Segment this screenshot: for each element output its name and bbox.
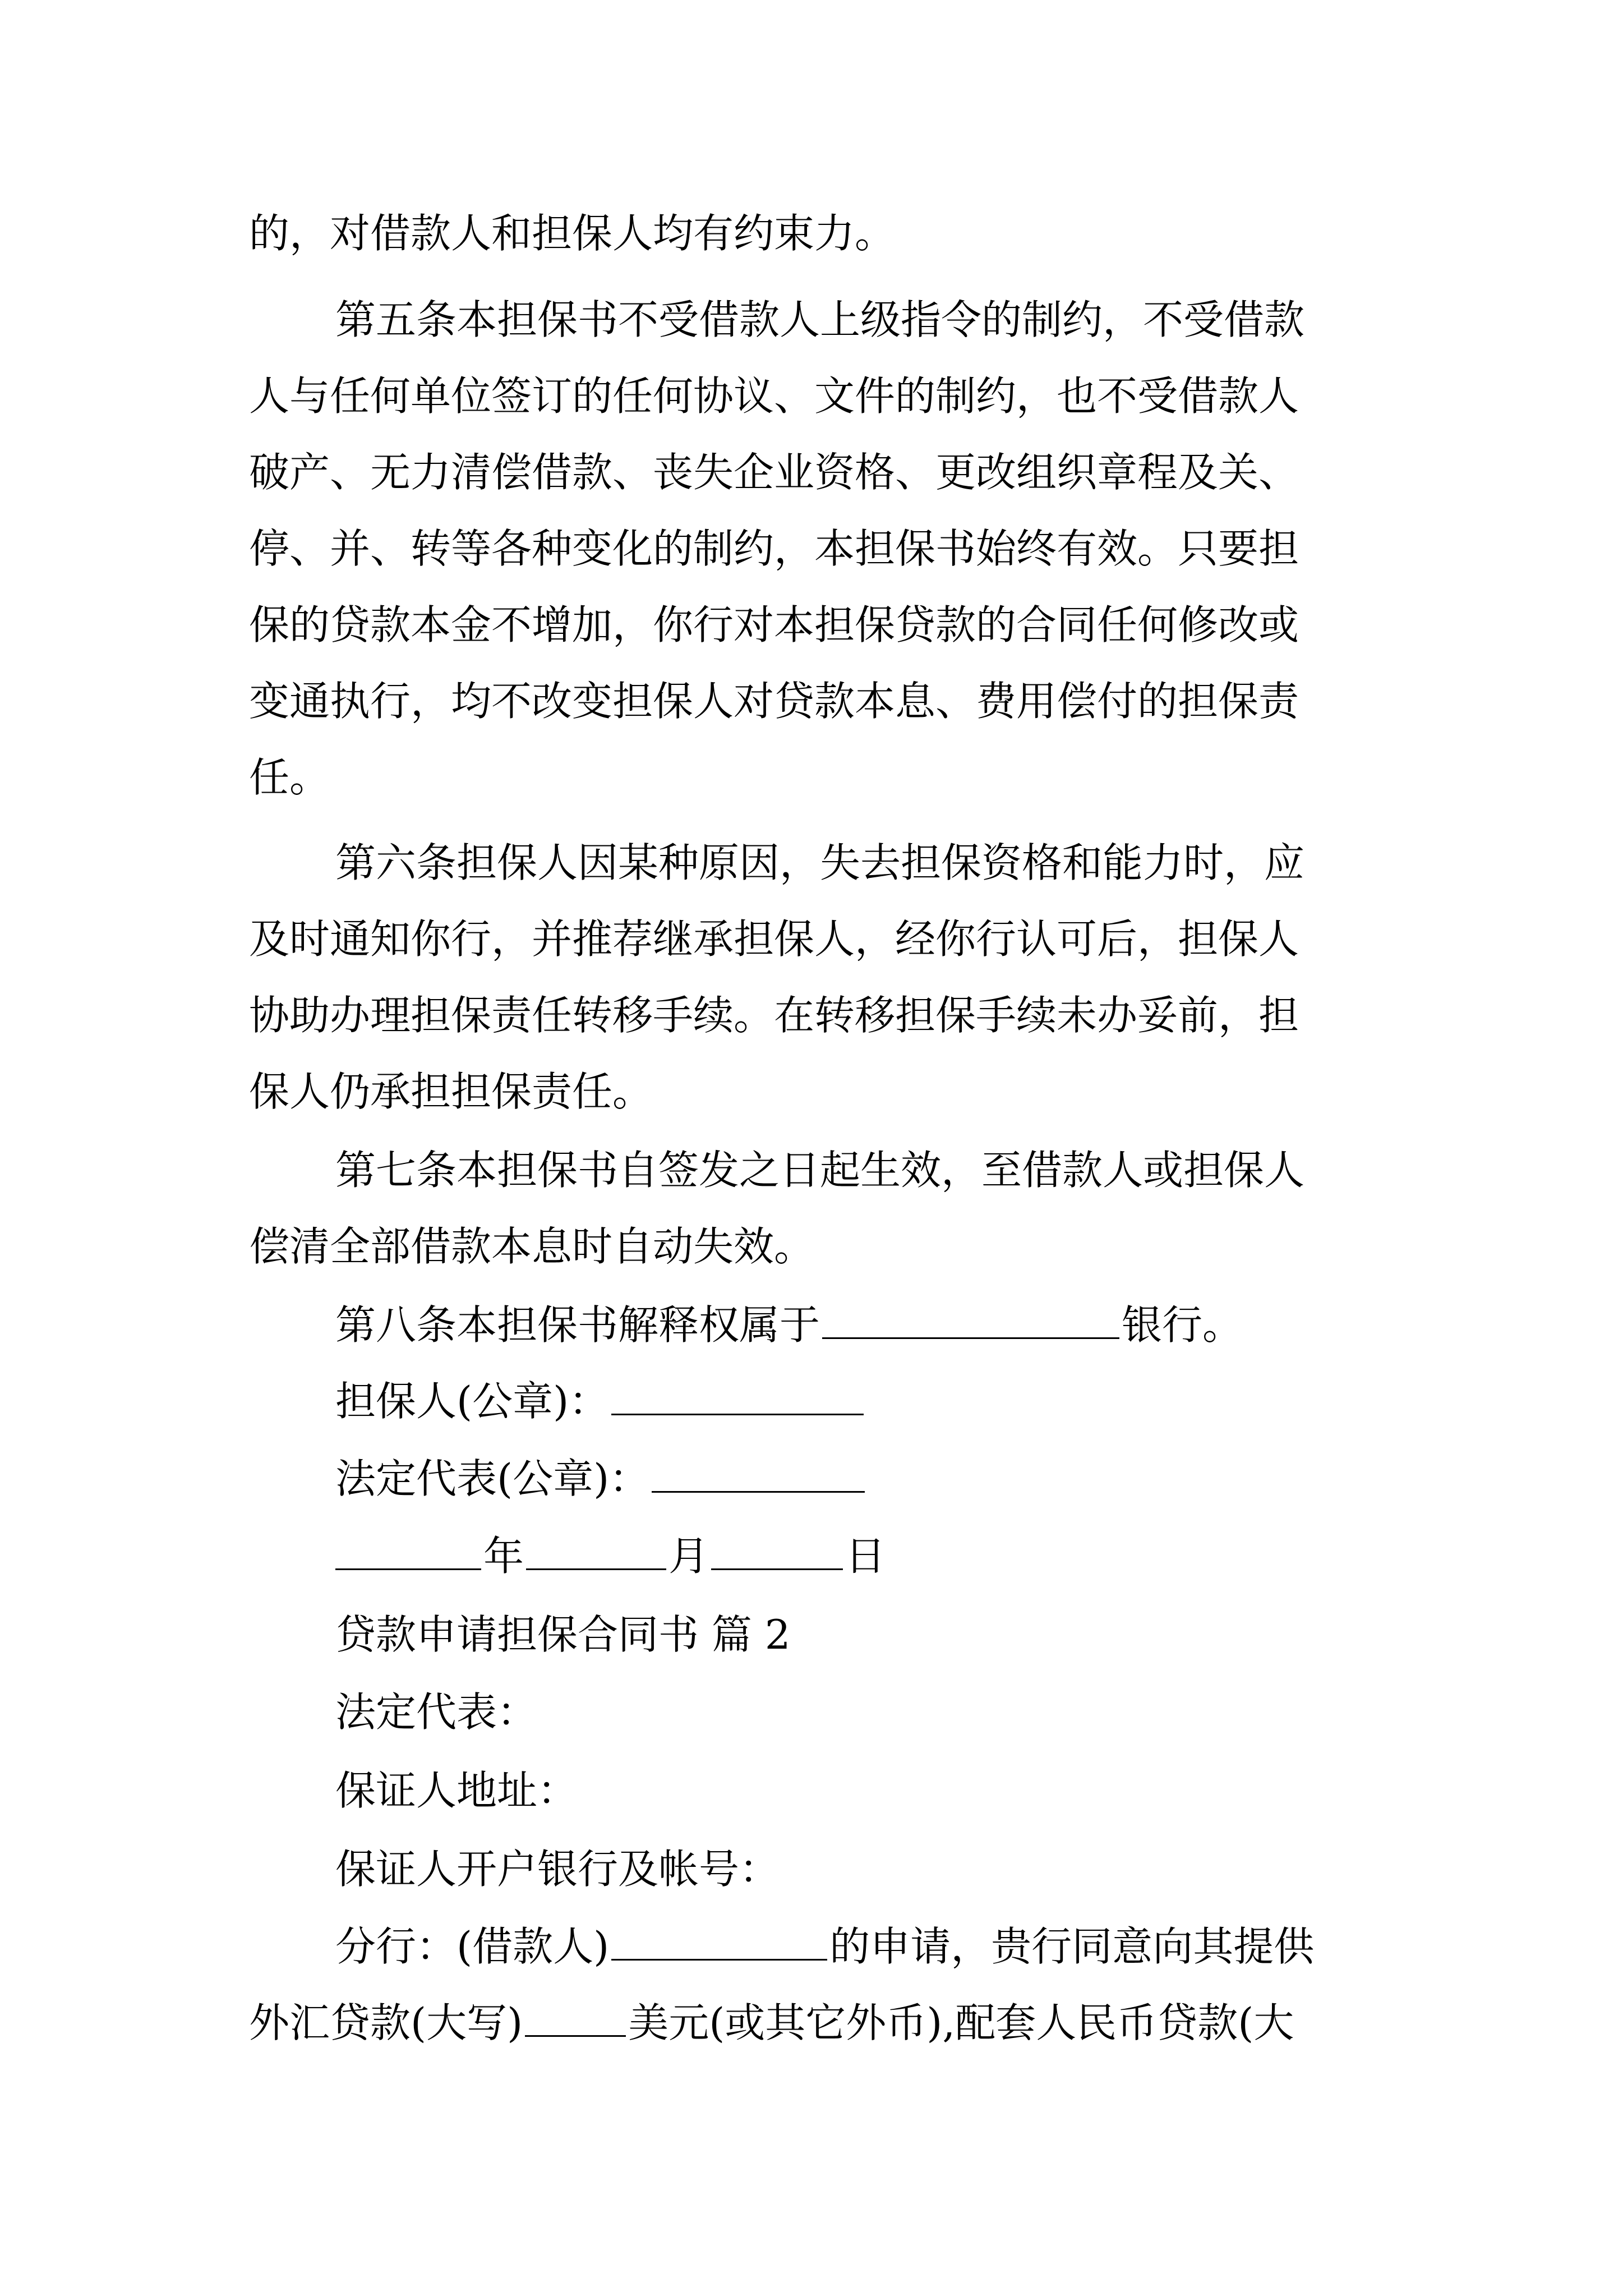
branch-suffix: 的申请，贵行同意向其提供	[829, 1923, 1315, 1970]
loan-amount-line	[249, 1995, 1404, 2051]
article-8-prefix: 第八条本担保书解释权属于	[335, 1301, 820, 1349]
branch-prefix: 分行：(借款人)	[335, 1923, 610, 1970]
borrower-blank[interactable]	[611, 1920, 827, 1961]
legal-rep-seal-blank[interactable]	[652, 1452, 865, 1493]
day-label: 日	[845, 1533, 886, 1580]
day-blank[interactable]	[711, 1529, 843, 1570]
year-label: 年	[483, 1533, 524, 1580]
month-blank[interactable]	[526, 1529, 666, 1570]
paragraph-line: 任。	[249, 754, 330, 801]
guarantor-bank-label: 保证人开户银行及帐号：	[335, 1846, 780, 1893]
article-7-line: 第七条本担保书自签发之日起生效，至借款人或担保人	[335, 1147, 1305, 1194]
loan-prefix: 外汇贷款(大写)	[249, 1999, 523, 2046]
paragraph-line: 协助办理担保责任转移手续。在转移担保手续未办妥前，担	[249, 992, 1299, 1039]
paragraph-line: 的，对借款人和担保人均有约束力。	[249, 210, 896, 257]
guarantor-seal-label: 担保人(公章)：	[335, 1378, 610, 1425]
loan-amount-blank[interactable]	[525, 1996, 626, 2037]
paragraph-line: 变通执行，均不改变担保人对贷款本息、费用偿付的担保责	[249, 678, 1299, 725]
branch-request-line	[335, 1918, 1404, 1975]
section-title: 贷款申请担保合同书 篇 2	[335, 1611, 791, 1658]
article-5-line: 第五条本担保书不受借款人上级指令的制约，不受借款	[335, 296, 1305, 343]
guarantor-seal-line	[335, 1373, 1404, 1429]
paragraph-line: 保的贷款本金不增加，你行对本担保贷款的合同任何修改或	[249, 601, 1299, 648]
date-line	[335, 1528, 1404, 1584]
paragraph-line: 偿清全部借款本息时自动失效。	[249, 1223, 815, 1270]
loan-suffix: 美元(或其它外币),配套人民币贷款(大	[628, 1999, 1294, 2046]
legal-rep-label: 法定代表：	[335, 1688, 538, 1736]
paragraph-line: 保人仍承担担保责任。	[249, 1068, 653, 1115]
article-8-suffix: 银行。	[1122, 1301, 1243, 1349]
legal-rep-seal-line	[335, 1451, 1404, 1507]
paragraph-line: 停、并、转等各种变化的制约，本担保书始终有效。只要担	[249, 525, 1299, 572]
bank-name-blank[interactable]	[822, 1298, 1119, 1339]
month-label: 月	[668, 1533, 709, 1580]
year-blank[interactable]	[335, 1529, 481, 1570]
article-6-line: 第六条担保人因某种原因，失去担保资格和能力时，应	[335, 839, 1305, 886]
guarantor-address-label: 保证人地址：	[335, 1767, 578, 1814]
paragraph-line: 人与任何单位签订的任何协议、文件的制约，也不受借款人	[249, 372, 1299, 420]
article-8-line	[335, 1297, 1404, 1353]
paragraph-line: 破产、无力清偿借款、丧失企业资格、更改组织章程及关、	[249, 449, 1299, 496]
paragraph-line: 及时通知你行，并推荐继承担保人，经你行认可后，担保人	[249, 915, 1299, 963]
legal-rep-seal-label: 法定代表(公章)：	[335, 1455, 650, 1502]
guarantor-seal-blank[interactable]	[611, 1374, 864, 1415]
